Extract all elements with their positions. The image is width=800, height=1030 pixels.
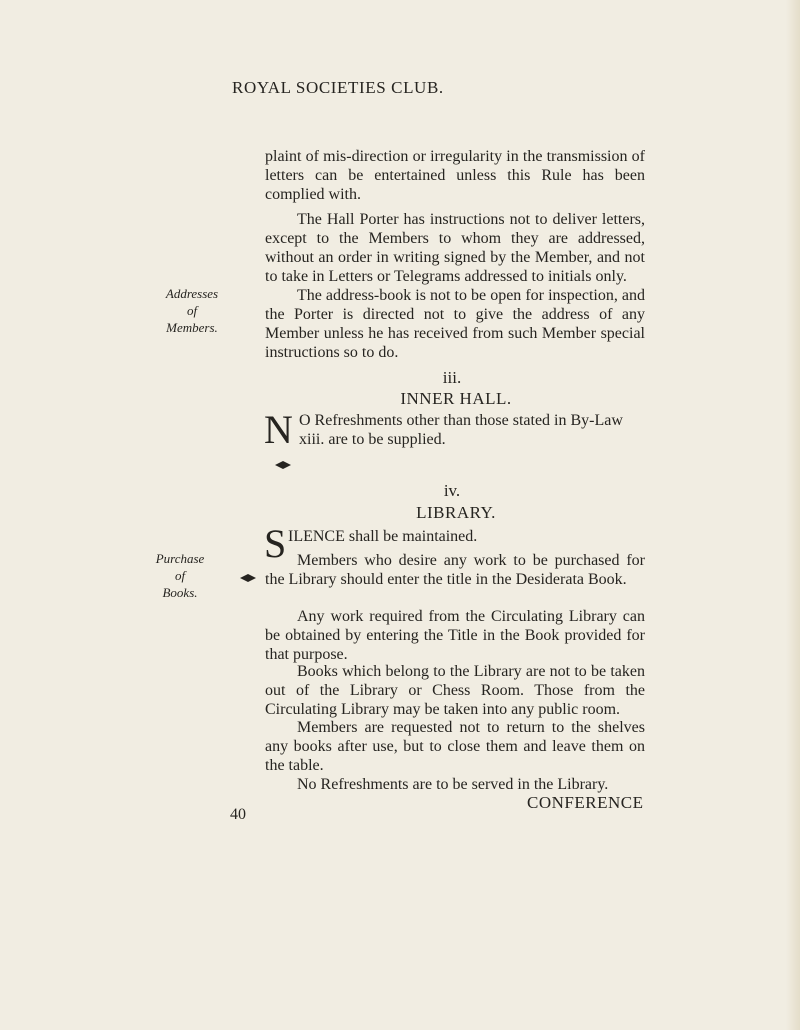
section-body (299, 411, 645, 449)
diamond-ornament-icon (240, 574, 256, 582)
margin-note-line: Addresses (165, 286, 219, 301)
paragraph-address-book (265, 286, 645, 362)
section-body (288, 527, 645, 546)
margin-note-line: Members. (166, 320, 218, 335)
section-title: INNER HALL. (400, 389, 512, 408)
paragraph-text: Any work required from the Circulating Library can be obtained by entering the Title in the Book provided for that purpose. (265, 608, 645, 663)
paragraph-text: The Hall Porter has instructions not to deliver letters, except to the Members to whom they are addressed, without an order in writing signed by the Member, and not to take in Letters or Telegrams addressed to initials only. (265, 211, 645, 285)
section-line: xiii. are to be supplied. (299, 431, 446, 448)
section-title: LIBRARY. (416, 503, 496, 522)
paragraph-hall-porter (265, 210, 645, 286)
section-line: O Refreshments other than those stated in By-Law (299, 412, 623, 429)
paragraph-purchase (265, 551, 645, 589)
margin-note-line: Books. (162, 585, 198, 600)
paragraph-text: The address-book is not to be open for inspection, and the Porter is directed not to give the address of any Member unless he has received from such Member special instructions so to do. (265, 287, 645, 361)
paragraph-return (265, 718, 645, 775)
margin-note-line: of (186, 303, 198, 318)
margin-note-line: Purchase (155, 551, 205, 566)
paragraph-text: Members who desire any work to be purchased for the Library should enter the title in the Desiderata Book. (265, 552, 645, 588)
page-number: 40 (230, 806, 246, 823)
paragraph-text: Books which belong to the Library are not to be taken out of the Library or Chess Room. Those from the Circulating Library may be taken into any public room. (265, 663, 645, 718)
section-number: iii. (442, 368, 462, 387)
paragraph-text: No Refreshments are to be served in the Library. (297, 776, 609, 793)
paragraph-books (265, 662, 645, 719)
section-number: iv. (443, 481, 461, 500)
margin-note-addresses (152, 285, 232, 336)
margin-note-purchase (140, 550, 220, 601)
margin-note-line: of (174, 568, 186, 583)
paragraph-continuation (265, 147, 645, 204)
paragraph-text: Members are requested not to return to the shelves any books after use, but to close them and leave them on the table. (265, 719, 645, 774)
section-line: ILENCE shall be maintained. (288, 528, 478, 545)
running-head: ROYAL SOCIETIES CLUB. (232, 78, 444, 97)
drop-cap: N (264, 407, 293, 452)
catchword: CONFERENCE (527, 793, 644, 812)
paragraph-circulating (265, 607, 645, 664)
diamond-ornament-icon (275, 461, 291, 469)
page-edge (786, 0, 800, 1030)
drop-cap: S (264, 521, 287, 566)
paragraph-text: plaint of mis-direction or irregularity in the transmission of letters can be entertained unless this Rule has been complied with. (265, 148, 645, 203)
paragraph-refreshments (265, 775, 645, 794)
